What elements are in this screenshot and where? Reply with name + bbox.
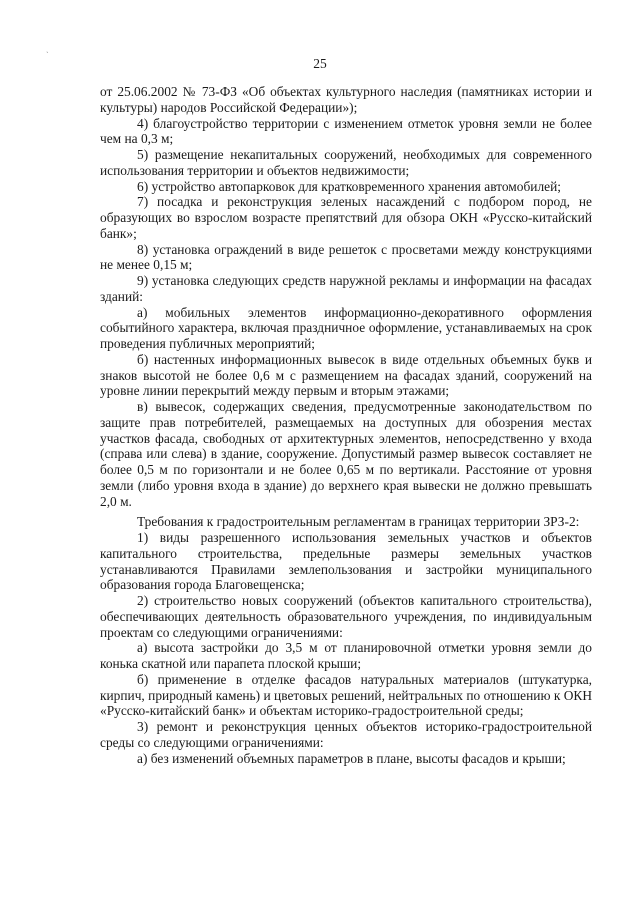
paragraph: 1) виды разрешенного использования земельных участков и объектов капитального строительства, предельные размеры земельных участков устанавливаются Правилами землепользования и застройки муниципального образования города Благовещенска; [100,530,592,593]
paragraph: 2) строительство новых сооружений (объектов капитального строительства), обеспечивающих деятельность образовательного учреждения, по индивидуальным проектам со следующими ограничениями: [100,593,592,640]
scan-mark: ˏ [46,44,49,53]
paragraph: а) высота застройки до 3,5 м от планировочной отметки уровня земли до конька скатной или парапета плоской крыши; [100,640,592,671]
paragraph: 5) размещение некапитальных сооружений, необходимых для современного использования территории и объектов недвижимости; [100,147,592,178]
paragraph: а) без изменений объемных параметров в плане, высоты фасадов и крыши; [137,750,566,766]
paragraph: а) мобильных элементов информационно-декоративного оформления событийного характера, включая праздничное оформление, устанавливаемых на срок проведения публичных мероприятий; [100,304,592,351]
section-heading: Требования к градостроительным регламентам в границах территории ЗРЗ-2: [137,514,580,530]
paragraph: 8) установка ограждений в виде решеток с просветами между конструкциями не менее 0,15 м; [100,241,592,273]
paragraph: 9) установка следующих средств наружной рекламы и информации на фасадах зданий: [100,273,592,304]
paragraph: б) настенных информационных вывесок в виде отдельных объемных букв и знаков высотой не более 0,6 м с размещением на фасадах зданий, сооружений на уровне линии перекрытий между первым и вторым этажами; [100,351,592,399]
page-number: 25 [313,56,327,71]
paragraph: 6) устройство автопарковок для кратковременного хранения автомобилей; [137,178,561,194]
paragraph: 3) ремонт и реконструкция ценных объектов историко-градостроительной среды со следующими ограничениями: [100,719,592,750]
paragraph: от 25.06.2002 № 73-ФЗ «Об объектах культурного наследия (памятниках истории и культуры) народов Российской Федерации»); [100,84,592,115]
document-body [100,84,592,766]
paragraph: б) применение в отделке фасадов натуральных материалов (штукатурка, кирпич, природный камень) и цветовых решений, нейтральных по отношению к ОКН «Русско-китайский банк» и объектам историко-градостроительной среды; [100,671,592,719]
paragraph: 4) благоустройство территории с изменением отметок уровня земли не более чем на 0,3 м; [100,115,592,147]
paragraph: в) вывесок, содержащих сведения, предусмотренные законодательством по защите прав потребителей, размещаемых на доступных для обозрения местах участков фасада, свободных от архитектурных элементов, непосредственно у входа (справа или слева) в здание, сооружение. Допустимый размер вывесок составляет не более 0,5 м по горизонтали и не более 0,65 м по вертикали. Расстояние от уровня земли (либо уровня входа в здание) до верхнего края вывески не должно превышать 2,0 м. [100,399,592,509]
paragraph: 7) посадка и реконструкция зеленых насаждений с подбором пород, не образующих во взрослом возрасте препятствий для обзора ОКН «Русско-китайский банк»; [100,194,592,241]
